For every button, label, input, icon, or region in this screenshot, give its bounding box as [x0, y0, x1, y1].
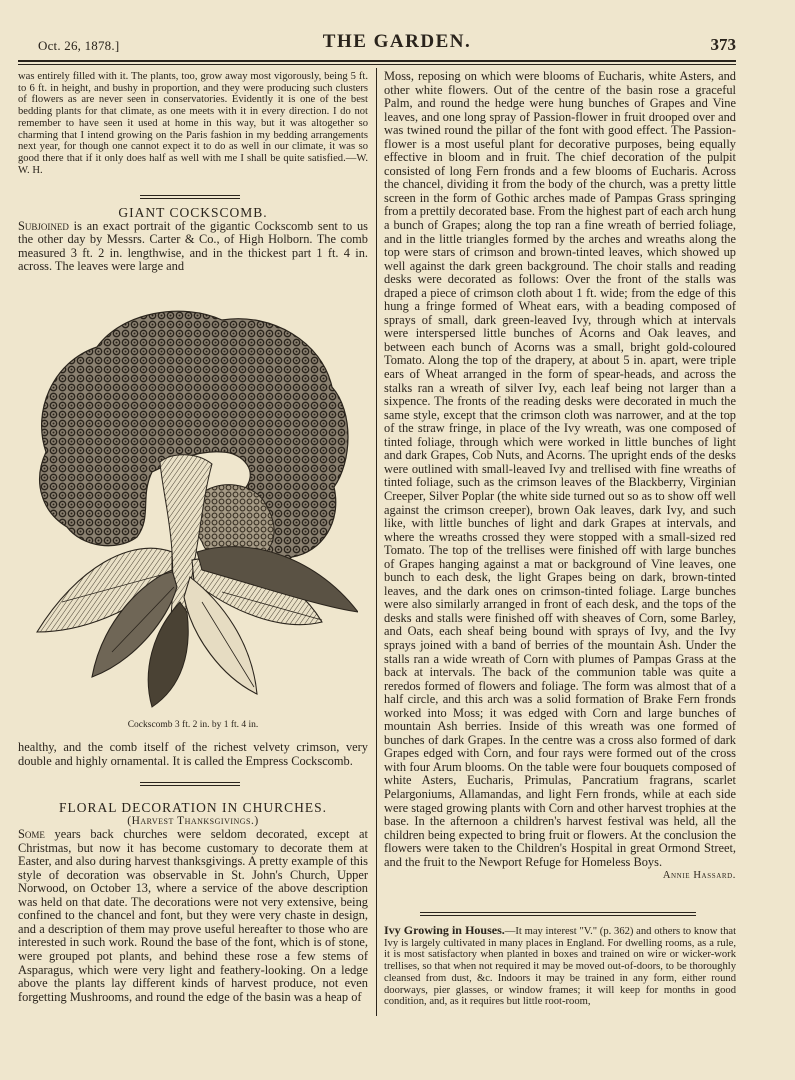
ivy-heading: Ivy Growing in Houses.: [384, 923, 505, 937]
section-ornament: [140, 195, 240, 199]
header-rule-thin: [18, 64, 736, 65]
header-rule: [18, 60, 736, 62]
figure-caption: Cockscomb 3 ft. 2 in. by 1 ft. 4 in.: [127, 720, 259, 730]
section-rule: [420, 915, 696, 916]
floral-article: [18, 801, 368, 1004]
section-ornament: [140, 782, 240, 786]
cockscomb-after-paragraph: healthy, and the comb itself of the richest velvety crimson, very double and highly ornamental. It is called the Empress Cockscomb.: [18, 740, 368, 768]
page-header: [18, 30, 776, 56]
publication-title: THE GARDEN.: [322, 31, 472, 52]
cockscomb-article: [18, 206, 368, 274]
floral-heading: FLORAL DECORATION IN CHURCHES.: [58, 800, 327, 815]
left-intro-paragraph: was entirely filled with it. The plants, too, grow away most vigorously, being 5 ft. to 6 ft. in height, and bushy in proportion, and they were producing such clusters of flowers as are never seen in conservatories. Evidently it is one of the best bedding plants for that climate, as one meets with it in every direction. I do not remember to have seen it used at home in this way, but it was altogether so charming that I intend growing on the Paris fashion in my bedding arrangements next year, for though one cannot expect it to do as well in our climate, it was so good there that if it only does half as well with me I shall be quite satisfied.—W. W. H.: [18, 71, 368, 176]
cockscomb-caption-block: [18, 719, 368, 733]
issue-date: Oct. 26, 1878.]: [38, 38, 120, 53]
floral-continuation: Moss, reposing on which were blooms of Eucharis, white Asters, and other white flowers. Out of the centre of the basin rose a graceful Palm, and round the hedge were hung bunches of Grapes and Vine leaves, and one long spray of Passion-flower in fruit drooped over and was twined round the pillar of the font with good effect. The Passion-flower is a most useful plant for decorative purposes, being equally effective in bloom and in fruit. The chief decoration of the pulpit consisted of long Fern fronds and a few blooms of Eucharis. Across the chancel, dividing it from the body of the church, was a pretty little screen in the form of Gothic arches made of Pampas Grass springing from a prettily decorated base. From the highest part of each arch hung a bunch of Grapes; along the top ran a fine wreath of berried foliage, and in the little triangles formed by the arches and wreaths along the top were stars of crimson and brown-tinted leaves, which showed up well against the dark green background. The choir stalls and reading desks were decorated as follows: Over the front of the stalls was draped a piece of crimson cloth about 1 ft. wide; from the edge of this hung a fringe formed of Wheat ears, with a beading composed of sprays of small, dark green-leaved Ivy, through which at intervals were interspersed little bunches of Acorns and Oak leaves, and between each bunch of Acorns was a small, bright gold-coloured Tomato. Along the top of the drapery, at about 5 in. apart, were triple ears of Wheat arranged in the form of spear-heads, and across the stalks ran a wreath of silver Ivy, each leaf being not larger than a sixpence. The fronts of the reading desks were decorated in much the same style, except that the crimson cloth was narrower, and at the top of the straw fringe, in place of the Ivy wreath, was one composed of tinted foliage, through which were worked in little bunches of light and dark Grapes, Cob Nuts, and Acorns. The upright ends of the desks were outlined with small-leaved Ivy and trellised with fine wreaths of tinted foliage, such as the crimson leaves of the Blackberry, Virginian Creeper, Silver Poplar (the white side turned out so as to show off well against the crimson creeper), brown Oak leaves, dark Ivy, and such like, with little bunches of light and dark Grapes at intervals, and where the wreaths crossed they were stopped with a small-sized red Tomato. The top of the trellises were finished off with large bunches of Grapes hanging against a mat or background of Vine leaves, one bunch to each desk, the light Grapes being on dark, brown-tinted leaves, and the dark ones on crimson-tinted foliage. Large bunches were also similarly arranged in front of each desk, and the tops of the desks and stalls were finished off with sheaves of Corn, some Barley, and Oats, each sheaf being bound with sprays of Ivy, and the Ivy sprays joined with a band of berries of the mountain Ash. Under the stalls ran a wide wreath of Corn with plumes of Pampas Grass at the back at intervals. The back of the communion table was quite a reredos formed of flowers and foliage. The form was almost that of a half circle, and this arch was a solid formation of Brake Fern fronds worked into Moss; it was edged with Corn and large bunches of mountain Ash berries. Inside of this wreath was one formed of bunches of dark Grapes. In the centre was a cross also formed of dark Grapes edged with Corn, and four rays were formed out of the cross with four Arum blooms. On the table were four bouquets composed of white Asters, Eucharis, Primulas, Pancratium fragrans, scarlet Pelargoniums, Allamandas, and light Fern fronds, while at each side were staged growing plants with Corn and other harvest trophies at the base. In the afternoon a children's harvest festival was held, all the children being expected to bring fruit or flowers. At the conclusion the flowers were taken to the Children's Hospital in great Ormond Street, and the fruit to the Newport Refuge for Homeless Boys. Annie Hassard.: [384, 69, 736, 882]
floral-subheading: (Harvest Thanksgivings.): [127, 814, 259, 827]
floral-paragraph: Some years back churches were seldom decorated, except at Christmas, but now it has become customary to decorate them at Easter, and also during harvest thanksgivings. A pretty example of this style of decoration was observable in St. John's Church, Upper Norwood, on October 13, where a service of the above description was held on that date. The decorations were not very extensive, being confined to the chancel and font, but they were very chaste in design, and a description of them may prove useful hereafter to those who are interested in such work. Round the base of the font, which is of stone, were grouped pot plants, and behind these rose a few stems of Asparagus, which were very light and feathery-looking. On a ledge above the plants lay different kinds of harvest produce, not even forgetting Mushrooms, and round the edge of the basin was a heap of: [18, 827, 368, 1004]
author-signature: Annie Hassard.: [662, 870, 736, 882]
section-rule: [420, 912, 696, 913]
cockscomb-paragraph: Subjoined is an exact portrait of the gigantic Cockscomb sent to us the other day by Messrs. Carter & Co., of High Holborn. The comb measured 3 ft. 2 in. lengthwise, and in the thickest part 1 ft. 4 in. across. The leaves were large and: [18, 218, 368, 274]
cockscomb-illustration: [22, 302, 358, 714]
page-number: 373: [710, 35, 736, 54]
cockscomb-lead: Subjoined: [18, 218, 69, 233]
column-divider: [376, 68, 377, 1016]
ivy-article: Ivy Growing in Houses.—It may interest "V." (p. 362) and others to know that Ivy is largely cultivated in many places in England. For dwelling rooms, as a rule, it is most satisfactory when planted in boxes and trained on wire or wicker-work trellises, so that when not required it may be moved out-of-doors, to be thoroughly cleansed from dust, &c. Indoors it may be trained in any form, either round doorways, pier glasses, or window frames; it will keep for months in good condition, and, as it requires but little root-room,: [384, 923, 737, 1008]
cockscomb-heading: GIANT COCKSCOMB.: [118, 205, 268, 220]
